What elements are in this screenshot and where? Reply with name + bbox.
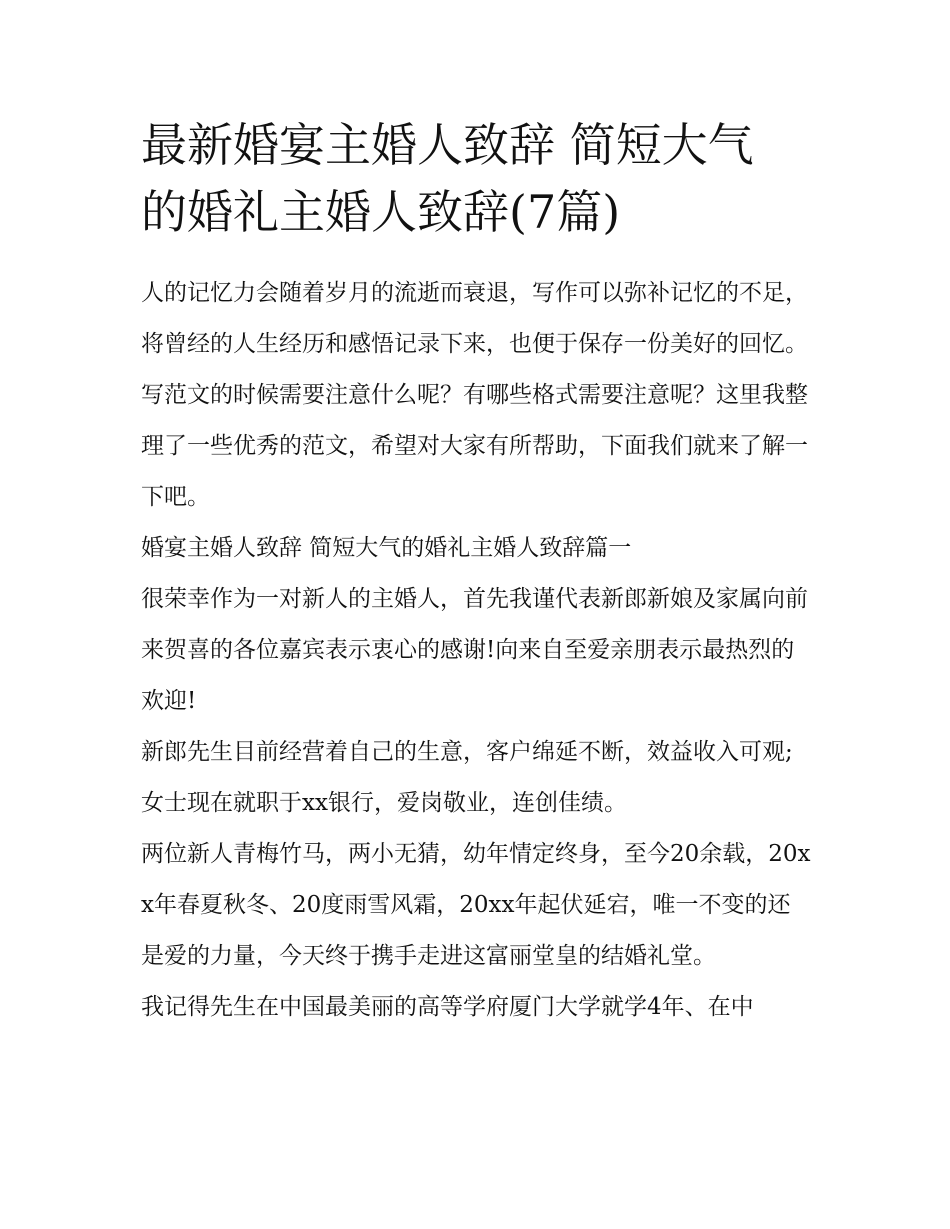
- body-paragraph-4: 我记得先生在中国最美丽的高等学府厦门大学就学4年、在中: [141, 994, 754, 1020]
- section-heading: 婚宴主婚人致辞 简短大气的婚礼主婚人致辞篇一: [141, 535, 632, 561]
- body-paragraph-1: 很荣幸作为一对新人的主婚人，首先我谨代表新郎新娘及家属向前来贺喜的各位嘉宾表示衷心的感谢!向来自至爱亲朋表示最热烈的欢迎!: [141, 586, 808, 714]
- body-paragraph-2: 新郎先生目前经营着自己的生意，客户绵延不断，效益收入可观;女士现在就职于xx银行，爱岗敬业，连创佳绩。: [141, 739, 793, 816]
- document-title-line-1: 最新婚宴主婚人致辞 简短大气: [141, 118, 754, 172]
- document-title: [141, 112, 813, 246]
- document-title-line-2: 的婚礼主婚人致辞(7篇): [141, 185, 621, 239]
- body-paragraph-3: 两位新人青梅竹马，两小无猜，幼年情定终身，至今20余载，20xx年春夏秋冬、20度雨雪风霜，20xx年起伏延宕，唯一不变的还是爱的力量，今天终于携手走进这富丽堂皇的结婚礼堂。: [141, 841, 811, 969]
- intro-paragraph: 人的记忆力会随着岁月的流逝而衰退，写作可以弥补记忆的不足，将曾经的人生经历和感悟记录下来，也便于保存一份美好的回忆。写范文的时候需要注意什么呢？有哪些格式需要注意呢？这里我整理了一些优秀的范文，希望对大家有所帮助，下面我们就来了解一下吧。: [141, 280, 808, 510]
- document-page: [141, 112, 813, 1033]
